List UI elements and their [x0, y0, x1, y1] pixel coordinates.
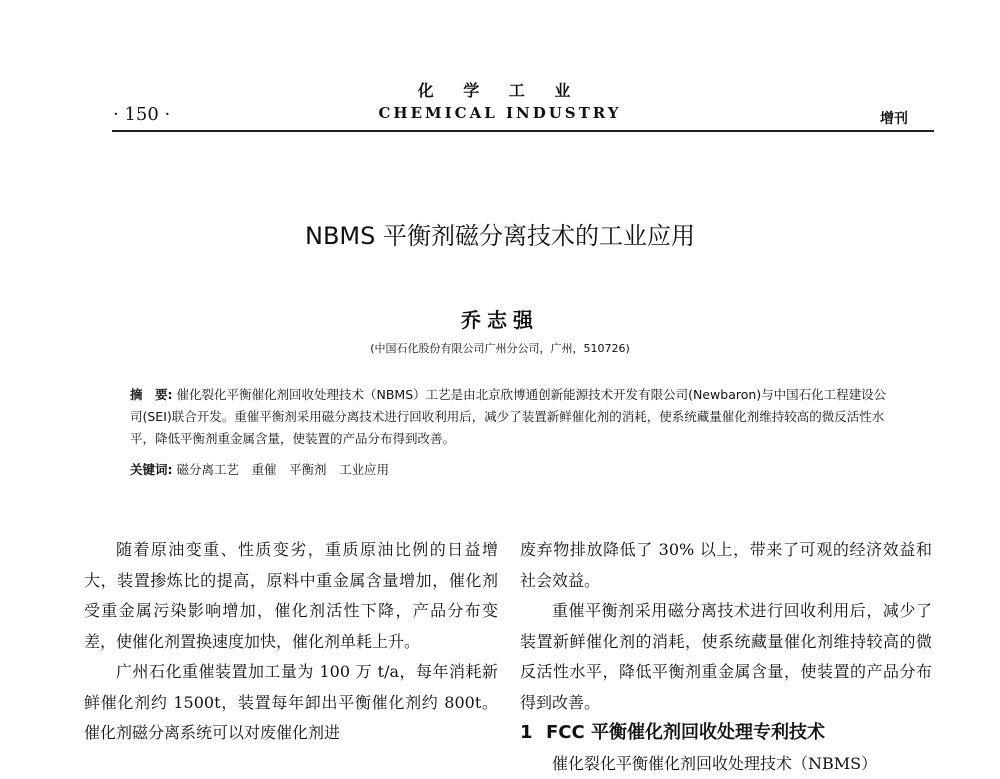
keywords-label: 关键词: [130, 462, 173, 477]
header-rule [112, 130, 934, 132]
section-title: FCC 平衡催化剂回收处理专利技术 [546, 722, 825, 743]
paragraph: 广州石化重催装置加工量为 100 万 t/a，每年消耗新鲜催化剂约 1500t，装置每年卸出平衡催化剂约 800t。催化剂磁分离系统可以对废催化剂进 [84, 657, 498, 749]
paragraph: 重催平衡剂采用磁分离技术进行回收利用后，减少了装置新鲜催化剂的消耗，使系统藏量催化剂维持较高的微反活性水平，降低平衡剂重金属含量，使装置的产品分布得到改善。 [520, 596, 932, 718]
article-title: NBMS 平衡剂磁分离技术的工业应用 [0, 216, 1000, 251]
paragraph: 催化裂化平衡催化剂回收处理技术（NBMS） [520, 749, 932, 779]
author-affiliation: (中国石化股份有限公司广州分公司，广州，510726) [0, 340, 1000, 356]
section-number: 1 [520, 718, 546, 749]
body-left-column [84, 535, 498, 749]
abstract-text: 催化裂化平衡催化剂回收处理技术（NBMS）工艺是由北京欣博通创新能源技术开发有限公司(Newbaron)与中国石化工程建设公司(SEI)联合开发。重催平衡剂采用磁分离技术进行回收利用后，减少了装置新鲜催化剂的消耗，使系统藏量催化剂维持较高的微反活性水平，降低平衡剂重金属含量，使装置的产品分布得到改善。 [130, 387, 886, 446]
journal-name-en: CHEMICAL INDUSTRY [0, 104, 1000, 122]
author-name: 乔志强 [0, 304, 1000, 333]
paragraph: 随着原油变重、性质变劣，重质原油比例的日益增大，装置掺炼比的提高，原料中重金属含量增加，催化剂受重金属污染影响增加，催化剂活性下降，产品分布变差，使催化剂置换速度加快，催化剂单耗上升。 [84, 535, 498, 657]
abstract-label: 摘 要: [130, 387, 173, 402]
keywords [130, 460, 890, 478]
page-number: · 150 · [113, 104, 170, 125]
paragraph: 废弃物排放降低了 30% 以上，带来了可观的经济效益和社会效益。 [520, 535, 932, 596]
keywords-text: 磁分离工艺 重催 平衡剂 工业应用 [176, 462, 389, 477]
issue-label: 增刊 [880, 108, 908, 128]
body-right-column [520, 535, 932, 779]
section-heading [520, 718, 932, 749]
abstract [130, 384, 890, 450]
journal-name-cn: 化 学 工 业 [0, 78, 1000, 101]
